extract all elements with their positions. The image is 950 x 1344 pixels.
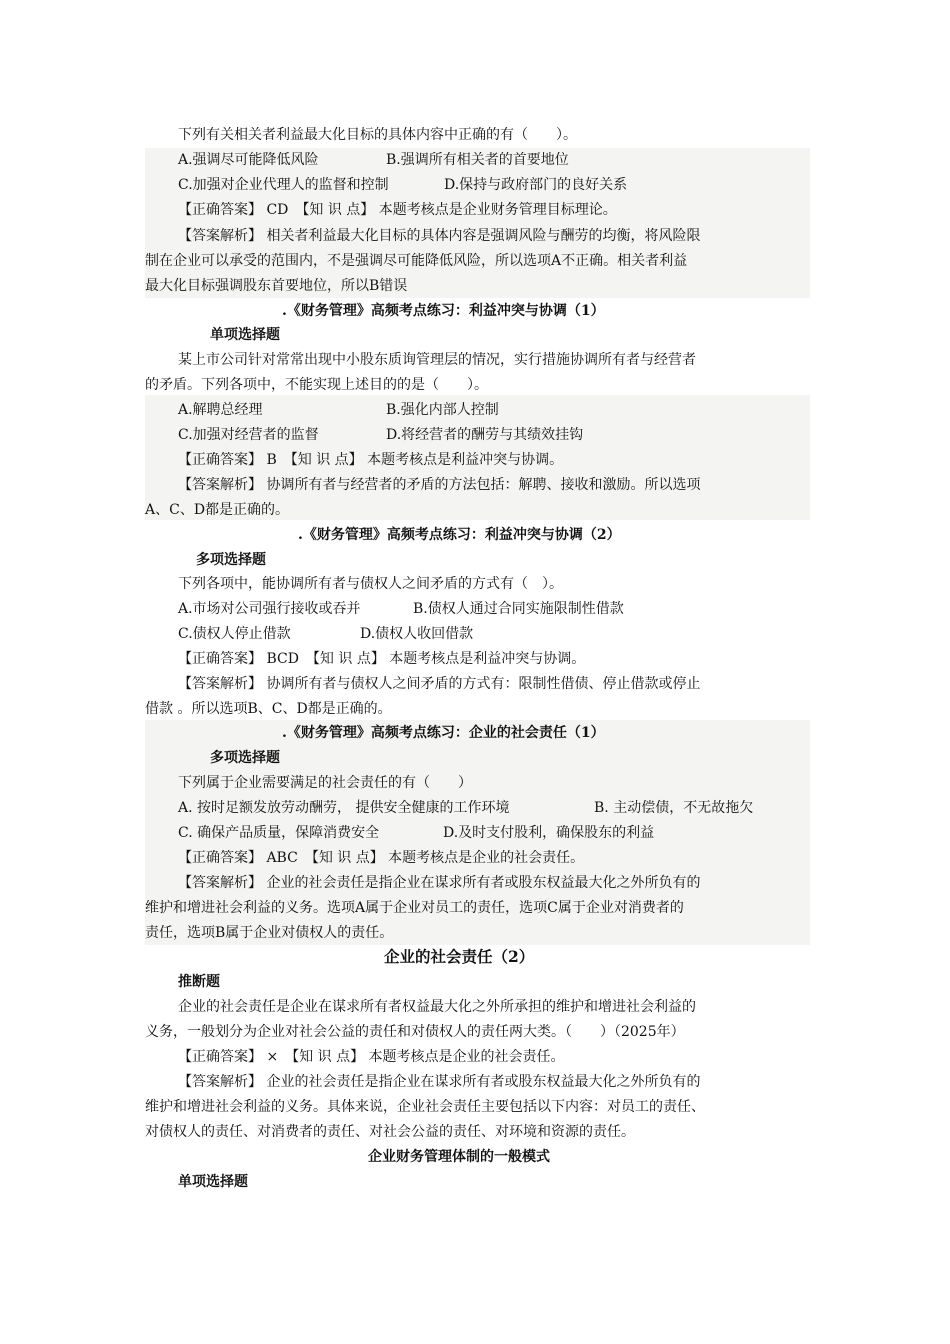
option-a: A.强调尽可能降低风险 [178,152,319,168]
correct-answer: 【正确答案】 × 【知 识 点】 本题考核点是企业的社会责任。 [178,1049,565,1065]
answer-explanation: 【答案解析】 企业的社会责任是指企业在谋求所有者或股东权益最大化之外所负有的 [178,1074,701,1090]
question-type: 推断题 [178,974,220,990]
section-title: 企业财务管理体制的一般模式 [368,1149,550,1165]
answer-explanation: 【答案解析】 协调所有者与经营者的矛盾的方法包括：解聘、接收和激励。所以选项 [178,477,701,493]
answer-explanation: 责任，选项B属于企业对债权人的责任。 [145,925,394,941]
question-text: 下列各项中，能协调所有者与债权人之间矛盾的方式有（ ）。 [178,576,563,592]
question-text: 某上市公司针对常常出现中小股东质询管理层的情况，实行措施协调所有者与经营者 [178,352,696,368]
answer-explanation: 对债权人的责任、对消费者的责任、对社会公益的责任、对环境和资源的责任。 [145,1124,635,1140]
section-title: .《财务管理》高频考点练习：利益冲突与协调（2） [298,527,621,543]
option-d: D.债权人收回借款 [360,626,474,642]
answer-explanation: 维护和增进社会利益的义务。具体来说，企业社会责任主要包括以下内容：对员工的责任、 [145,1099,705,1115]
section-title: 企业的社会责任（2） [384,947,535,966]
option-d: D.及时支付股利，确保股东的利益 [443,825,655,841]
option-b: B.债权人通过合同实施限制性借款 [413,601,624,617]
answer-explanation: 【答案解析】 协调所有者与债权人之间矛盾的方式有：限制性借债、停止借款或停止 [178,676,701,692]
question-type: 多项选择题 [196,552,266,568]
option-a: A.解聘总经理 [178,402,263,418]
option-d: D.将经营者的酬劳与其绩效挂钩 [386,427,584,443]
section-title: .《财务管理》高频考点练习：利益冲突与协调（1） [282,303,605,319]
question-text: 的矛盾。下列各项中，不能实现上述目的的是（ ）。 [145,377,488,393]
answer-explanation: 维护和增进社会利益的义务。选项A属于企业对员工的责任，选项C属于企业对消费者的 [145,900,684,916]
answer-explanation: 制在企业可以承受的范围内，不是强调尽可能降低风险，所以选项A不正确。相关者利益 [145,253,688,269]
option-b: B.强化内部人控制 [386,402,499,418]
option-c: C.加强对企业代理人的监督和控制 [178,177,389,193]
question-text: 下列有关相关者利益最大化目标的具体内容中正确的有（ ）。 [178,127,577,143]
option-a: A. 按时足额发放劳动酬劳， 提供安全健康的工作环境 [178,800,510,816]
answer-explanation: 【答案解析】 相关者利益最大化目标的具体内容是强调风险与酬劳的均衡，将风险限 [178,228,701,244]
option-c: C.债权人停止借款 [178,626,291,642]
option-d: D.保持与政府部门的良好关系 [444,177,628,193]
answer-explanation: 借款 。所以选项B、C、D都是正确的。 [145,701,392,717]
section-title: .《财务管理》高频考点练习：企业的社会责任（1） [282,725,605,741]
correct-answer: 【正确答案】 BCD 【知 识 点】 本题考核点是利益冲突与协调。 [178,651,586,667]
question-text: 义务，一般划分为企业对社会公益的责任和对债权人的责任两大类。（ ）（2025年） [145,1024,685,1040]
question-type: 单项选择题 [178,1174,248,1190]
option-c: C. 确保产品质量，保障消费安全 [178,825,380,841]
question-type: 单项选择题 [210,327,280,343]
answer-explanation: 最大化目标强调股东首要地位，所以B错误 [145,278,408,294]
option-c: C.加强对经营者的监督 [178,427,319,443]
option-b: B.强调所有相关者的首要地位 [386,152,569,168]
question-type: 多项选择题 [210,750,280,766]
question-text: 企业的社会责任是企业在谋求所有者权益最大化之外所承担的维护和增进社会利益的 [178,999,696,1015]
answer-explanation: A、C、D都是正确的。 [145,502,290,518]
correct-answer: 【正确答案】 ABC 【知 识 点】 本题考核点是企业的社会责任。 [178,850,585,866]
option-b: B. 主动偿债，不无故拖欠 [594,800,754,816]
answer-explanation: 【答案解析】 企业的社会责任是指企业在谋求所有者或股东权益最大化之外所负有的 [178,875,701,891]
option-a: A.市场对公司强行接收或吞并 [178,601,361,617]
correct-answer: 【正确答案】 CD 【知 识 点】 本题考核点是企业财务管理目标理论。 [178,202,617,218]
question-text: 下列属于企业需要满足的社会责任的有（ ） [178,775,472,791]
correct-answer: 【正确答案】 B 【知 识 点】 本题考核点是利益冲突与协调。 [178,452,564,468]
